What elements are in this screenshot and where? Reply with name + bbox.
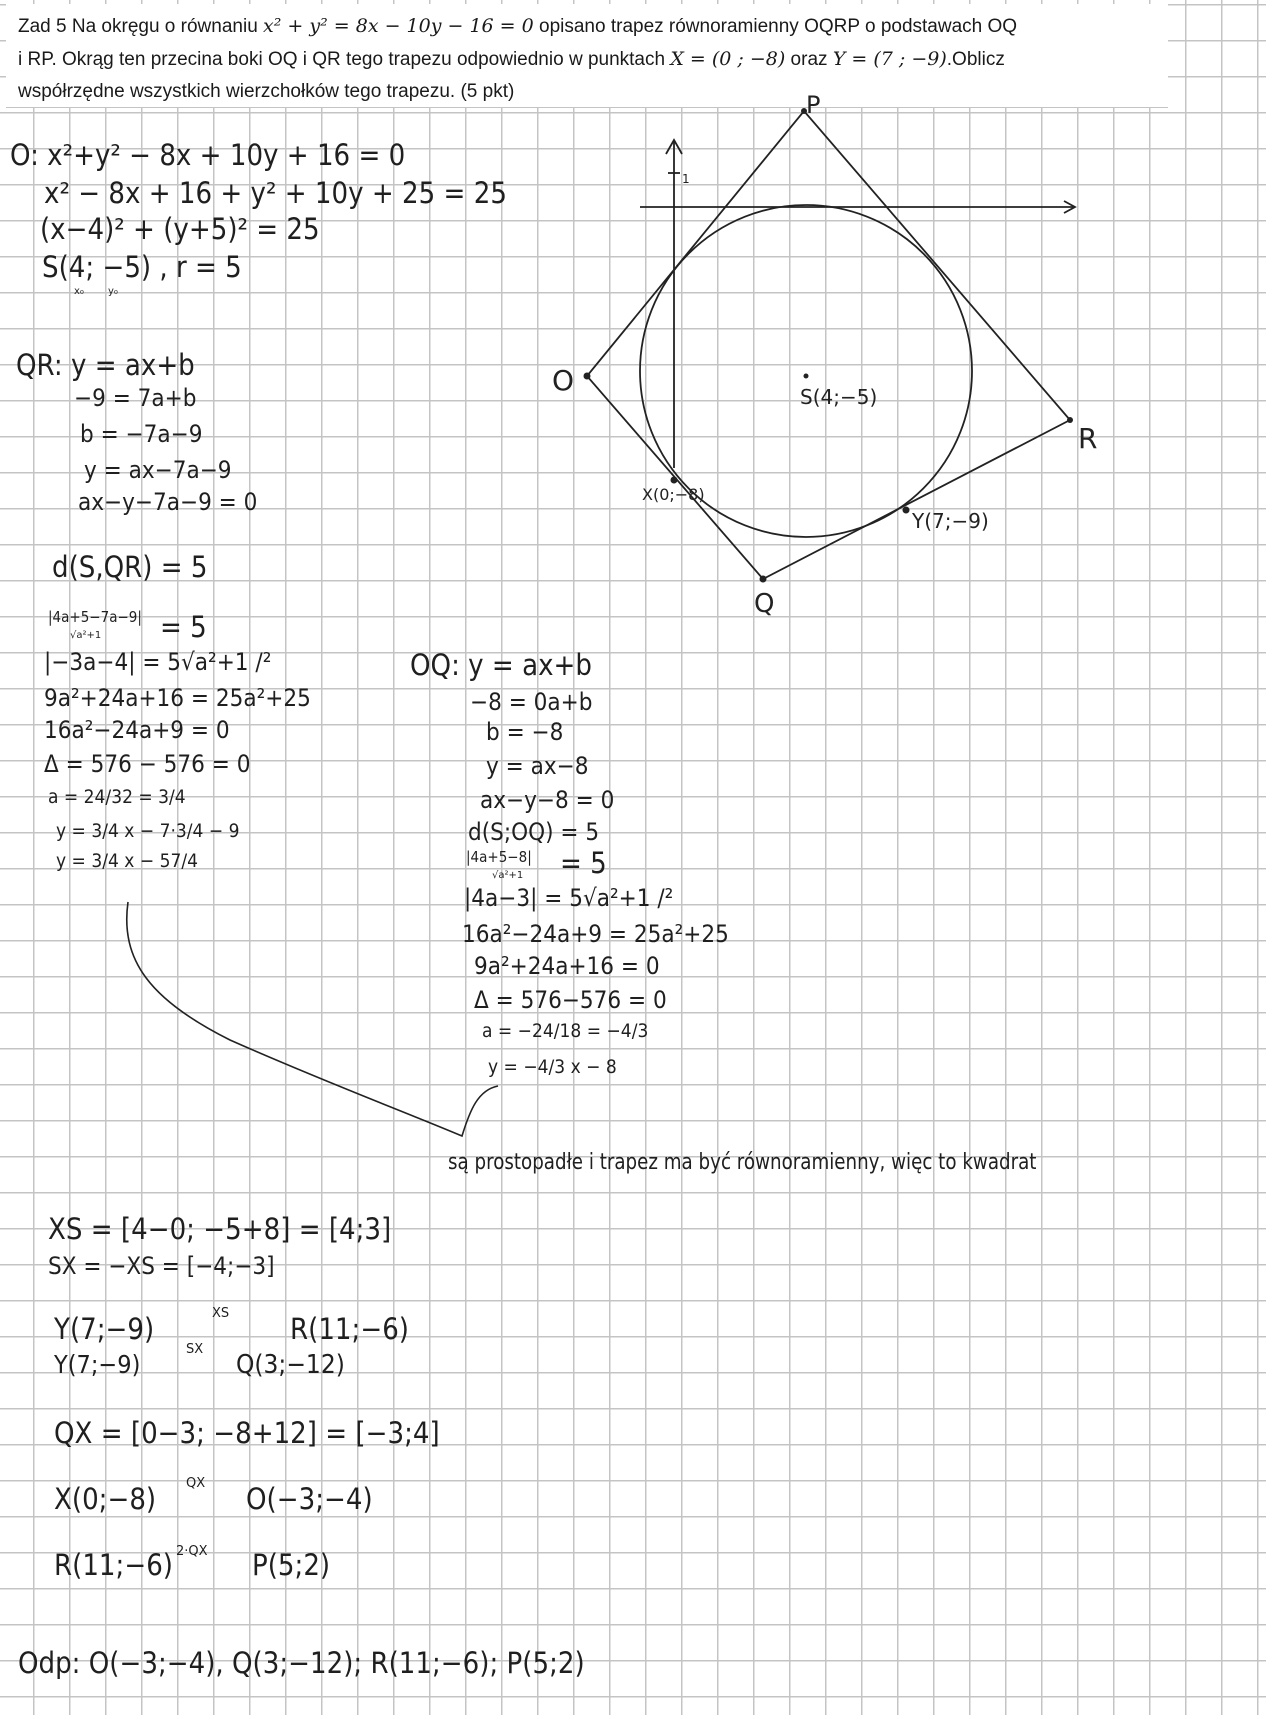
qr-frac-equals: = 5 bbox=[160, 610, 207, 644]
trapezoid-oqrp bbox=[587, 111, 1070, 579]
circle-work-line-2: x² − 8x + 16 + y² + 10y + 25 = 25 bbox=[44, 176, 507, 210]
point-s bbox=[804, 374, 809, 379]
qr-work-line-1: QR: y = ax+b bbox=[16, 348, 195, 382]
oq-work-line-1: OQ: y = ax+b bbox=[410, 648, 592, 682]
circle-sub-x0: x₀ bbox=[74, 286, 84, 297]
circle-work-line-3: (x−4)² + (y+5)² = 25 bbox=[40, 212, 320, 246]
vector-map-2-to: Q(3;−12) bbox=[236, 1350, 345, 1380]
qr-work-line-5: ax−y−7a−9 = 0 bbox=[78, 488, 258, 516]
vector-map-3-to: O(−3;−4) bbox=[246, 1482, 373, 1516]
oq-work-line-4: y = ax−8 bbox=[486, 752, 589, 780]
qr-work-line-6: d(S,QR) = 5 bbox=[52, 550, 208, 584]
vector-map-1-from: Y(7;−9) bbox=[54, 1312, 155, 1346]
qr-work-line-3: b = −7a−9 bbox=[80, 420, 203, 448]
point-q bbox=[760, 576, 767, 583]
qr-frac-numerator: |4a+5−7a−9| bbox=[48, 608, 142, 626]
oq-work-line-12: a = −24/18 = −4/3 bbox=[482, 1020, 649, 1042]
qr-work-line-8: |−3a−4| = 5√a²+1 /² bbox=[44, 648, 272, 676]
qr-work-line-10: 16a²−24a+9 = 0 bbox=[44, 716, 230, 744]
qr-frac-denominator: √a²+1 bbox=[70, 630, 102, 641]
oq-frac-numerator: |4a+5−8| bbox=[466, 848, 532, 866]
vector-work-line-1: XS = [4−0; −5+8] = [4;3] bbox=[48, 1212, 392, 1246]
point-x bbox=[671, 477, 678, 484]
point-r bbox=[1067, 417, 1073, 423]
vector-map-3-label: QX bbox=[186, 1476, 206, 1491]
circle-sub-y0: y₀ bbox=[108, 286, 118, 297]
oq-frac-equals: = 5 bbox=[560, 846, 607, 880]
qr-work-line-9: 9a²+24a+16 = 25a²+25 bbox=[44, 684, 311, 712]
conclusion-text: są prostopadłe i trapez ma być równoramienny, więc to kwadrat bbox=[448, 1150, 1037, 1175]
qr-work-line-2: −9 = 7a+b bbox=[74, 384, 197, 412]
qr-work-line-14: y = 3/4 x − 57/4 bbox=[56, 850, 199, 872]
label-axis-tick: 1 bbox=[682, 172, 690, 186]
qr-work-line-4: y = ax−7a−9 bbox=[84, 456, 232, 484]
label-x: X(0;−8) bbox=[642, 485, 705, 504]
vector-map-4-label: 2·QX bbox=[176, 1544, 208, 1559]
point-y-given: Y = (7 ; −9) bbox=[832, 48, 947, 70]
label-r: R bbox=[1078, 422, 1098, 455]
circle-work-line-4: S(4; −5) , r = 5 bbox=[42, 250, 242, 284]
circle-equation: x² + y² = 8x − 10y − 16 = 0 bbox=[263, 15, 534, 37]
oq-frac-denominator: √a²+1 bbox=[492, 870, 524, 881]
oq-work-line-6: d(S;OQ) = 5 bbox=[468, 818, 600, 846]
vector-map-4-from: R(11;−6) bbox=[54, 1548, 173, 1582]
vector-work-line-5: QX = [0−3; −8+12] = [−3;4] bbox=[54, 1416, 440, 1450]
oq-work-line-11: Δ = 576−576 = 0 bbox=[474, 986, 667, 1014]
qr-work-line-13: y = 3/4 x − 7·3/4 − 9 bbox=[56, 820, 240, 842]
problem-line-2: i RP. Okrąg ten przecina boki OQ i QR tego trapezu odpowiednio w punktach X = (0 ; −8) oraz Y = (7 ; −9).Oblicz bbox=[18, 48, 1005, 70]
oq-work-line-10: 9a²+24a+16 = 0 bbox=[474, 952, 660, 980]
vector-map-4-to: P(5;2) bbox=[252, 1548, 331, 1582]
point-y bbox=[903, 507, 910, 514]
oq-work-line-13: y = −4/3 x − 8 bbox=[488, 1056, 617, 1078]
point-x-given: X = (0 ; −8) bbox=[670, 48, 786, 70]
problem-line-1: Zad 5 Na okręgu o równaniu x² + y² = 8x − 10y − 16 = 0 opisano trapez równoramienny OQRP o podstawach OQ bbox=[18, 15, 1018, 37]
vector-map-2-label: SX bbox=[186, 1342, 204, 1357]
oq-work-line-3: b = −8 bbox=[486, 718, 564, 746]
oq-work-line-2: −8 = 0a+b bbox=[470, 688, 593, 716]
vector-work-line-2: SX = −XS = [−4;−3] bbox=[48, 1252, 275, 1280]
final-answer: Odp: O(−3;−4), Q(3;−12); R(11;−6); P(5;2) bbox=[18, 1646, 585, 1680]
vector-map-3-from: X(0;−8) bbox=[54, 1482, 157, 1516]
qr-work-line-11: Δ = 576 − 576 = 0 bbox=[44, 750, 251, 778]
point-o bbox=[584, 373, 591, 380]
label-o: O bbox=[552, 364, 575, 397]
qr-work-line-12: a = 24/32 = 3/4 bbox=[48, 786, 186, 808]
oq-work-line-5: ax−y−8 = 0 bbox=[480, 786, 615, 814]
vector-map-2-from: Y(7;−9) bbox=[54, 1350, 141, 1379]
label-q: Q bbox=[754, 589, 775, 619]
oq-work-line-8: |4a−3| = 5√a²+1 /² bbox=[464, 884, 674, 912]
label-p: P bbox=[806, 91, 821, 119]
label-y: Y(7;−9) bbox=[912, 509, 989, 533]
vector-map-1-label: XS bbox=[212, 1306, 230, 1321]
vector-map-1-to: R(11;−6) bbox=[290, 1312, 409, 1346]
problem-line-3: współrzędne wszystkich wierzchołków tego trapezu. (5 pkt) bbox=[18, 81, 515, 102]
circle-work-line-1: O: x²+y² − 8x + 10y + 16 = 0 bbox=[10, 138, 406, 172]
label-s: S(4;−5) bbox=[800, 385, 878, 409]
oq-work-line-9: 16a²−24a+9 = 25a²+25 bbox=[462, 920, 729, 948]
